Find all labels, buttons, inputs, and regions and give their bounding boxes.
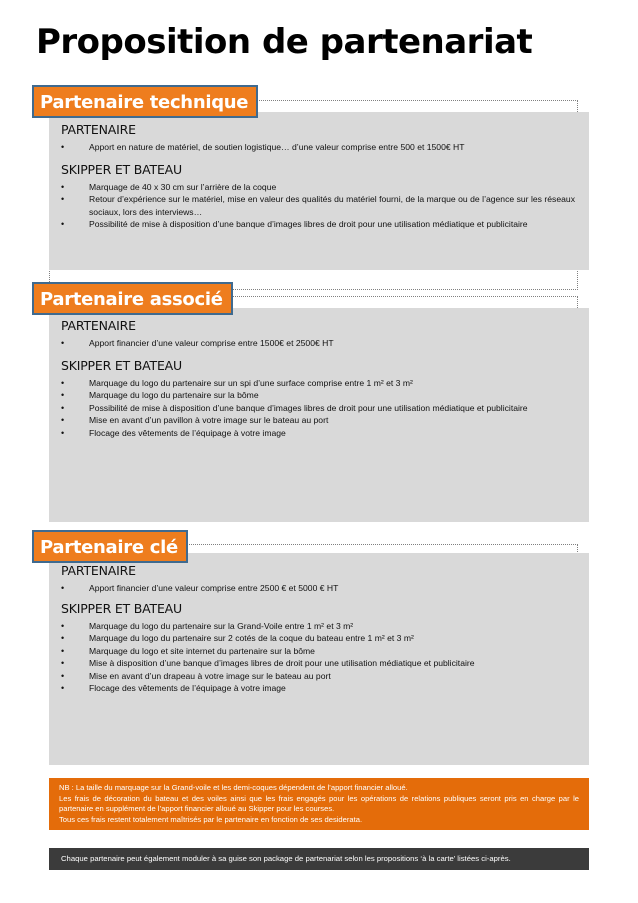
tab-partenaire-cle: Partenaire clé bbox=[32, 530, 188, 563]
list-item: • Mise en avant d’un drapeau à votre image sur le bateau au port bbox=[61, 670, 575, 683]
list-item: • Flocage des vêtements de l’équipage à votre image bbox=[61, 682, 575, 695]
list-item: • Possibilité de mise à disposition d’une banque d’images libres de droit pour une utilisation médiatique et publicitaire bbox=[61, 402, 575, 415]
partner-list bbox=[61, 337, 575, 350]
list-item: • Retour d’expérience sur le matériel, mise en valeur des qualités du matériel fourni, de la marque ou de l’agence sur les réseaux sociaux, lors des interviews… bbox=[61, 193, 575, 218]
list-item: • Apport financier d’une valeur comprise entre 1500€ et 2500€ HT bbox=[61, 337, 575, 350]
section-panel-cle bbox=[49, 553, 589, 765]
list-item: • Marquage du logo du partenaire sur la bôme bbox=[61, 389, 575, 402]
section-panel-technique bbox=[49, 112, 589, 270]
note-line: NB : La taille du marquage sur la Grand-voile et les demi-coques dépendent de l’apport financier alloué. bbox=[59, 783, 408, 792]
partner-heading: PARTENAIRE bbox=[61, 122, 136, 137]
note-box bbox=[49, 778, 589, 830]
partner-heading: PARTENAIRE bbox=[61, 563, 136, 578]
note-line: Tous ces frais restent totalement maîtrisés par le partenaire en fonction de ses desiderata. bbox=[59, 814, 363, 824]
tab-partenaire-technique: Partenaire technique bbox=[32, 85, 258, 118]
skipper-list bbox=[61, 377, 575, 440]
partner-list bbox=[61, 141, 575, 154]
list-item: • Mise en avant d’un pavillon à votre image sur le bateau au port bbox=[61, 414, 575, 427]
list-item: • Possibilité de mise à disposition d’une banque d’images libres de droit pour une utilisation médiatique et publicitaire bbox=[61, 218, 575, 231]
list-item: • Apport financier d’une valeur comprise entre 2500 € et 5000 € HT bbox=[61, 582, 575, 595]
list-item: • Mise à disposition d’une banque d’images libres de droit pour une utilisation médiatique et publicitaire bbox=[61, 657, 575, 670]
section-panel-associe bbox=[49, 308, 589, 522]
skipper-list bbox=[61, 620, 575, 695]
tab-partenaire-associe: Partenaire associé bbox=[32, 282, 233, 315]
skipper-heading: SKIPPER ET BATEAU bbox=[61, 357, 182, 373]
partner-list bbox=[61, 582, 575, 595]
skipper-heading: SKIPPER ET BATEAU bbox=[61, 161, 182, 177]
list-item: • Flocage des vêtements de l’équipage à votre image bbox=[61, 427, 575, 440]
footer-bar: Chaque partenaire peut également moduler à sa guise son package de partenariat selon les propositions ‘à la carte’ listées ci-après. bbox=[49, 848, 589, 870]
list-item: • Apport en nature de matériel, de soutien logistique… d’une valeur comprise entre 500 et 1500€ HT bbox=[61, 141, 575, 154]
skipper-list bbox=[61, 181, 575, 231]
list-item: • Marquage du logo du partenaire sur 2 cotés de la coque du bateau entre 1 m² et 3 m² bbox=[61, 632, 575, 645]
partner-heading: PARTENAIRE bbox=[61, 318, 136, 333]
skipper-heading: SKIPPER ET BATEAU bbox=[61, 600, 182, 616]
page-title: Proposition de partenariat bbox=[36, 22, 533, 62]
list-item: • Marquage de 40 x 30 cm sur l’arrière de la coque bbox=[61, 181, 575, 194]
list-item: • Marquage du logo du partenaire sur la Grand-Voile entre 1 m² et 3 m² bbox=[61, 620, 575, 633]
list-item: • Marquage du logo du partenaire sur un spi d’une surface comprise entre 1 m² et 3 m² bbox=[61, 377, 575, 390]
list-item: • Marquage du logo et site internet du partenaire sur la bôme bbox=[61, 645, 575, 658]
note-line: Les frais de décoration du bateau et des voiles ainsi que les frais engagés pour les opérations de relations publiques seront pris en charge par le partenaire en supplément de l’apport financier alloué au Skipper pour les courses. bbox=[59, 793, 579, 813]
